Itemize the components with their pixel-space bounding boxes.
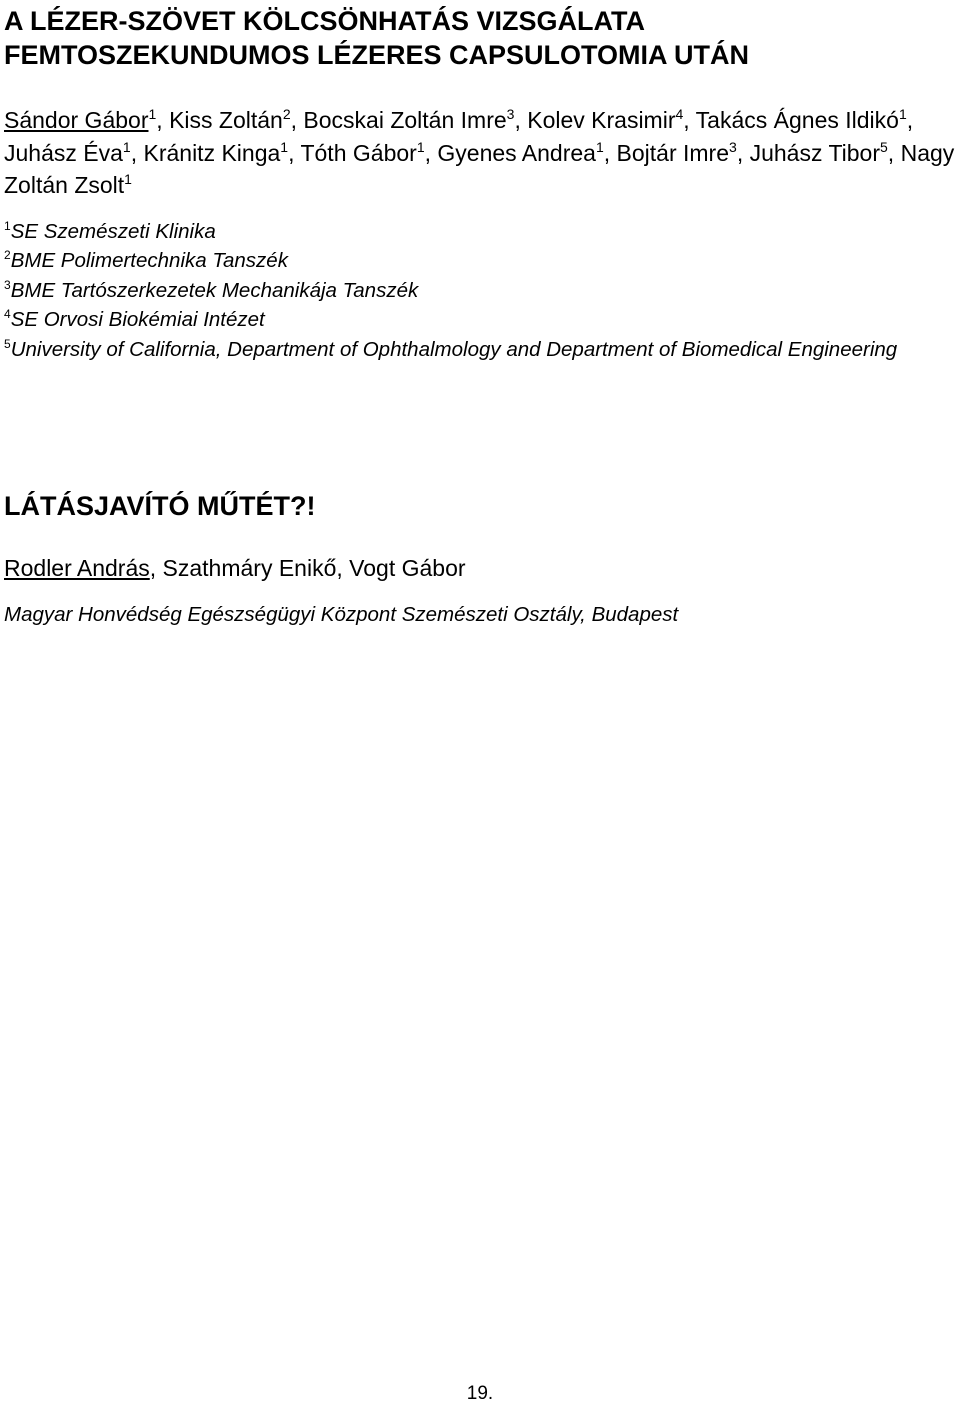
author-separator: , bbox=[736, 139, 750, 166]
affiliation-mark: 4 bbox=[675, 106, 684, 122]
affiliation-mark: 1 bbox=[416, 138, 425, 155]
presenting-author: Sándor Gábor bbox=[4, 107, 149, 133]
affiliation-item bbox=[4, 335, 956, 364]
affiliation-mark: 5 bbox=[880, 138, 888, 155]
affiliation-mark: 3 bbox=[506, 106, 515, 122]
affiliation-mark: 1 bbox=[124, 171, 132, 187]
affiliation-item bbox=[4, 276, 956, 305]
author-separator: , bbox=[887, 139, 901, 166]
affiliation-text: University of California, Department of Ophthalmology and Department of Biomedical Engineering bbox=[10, 337, 898, 361]
author-name: Tóth Gábor bbox=[300, 139, 417, 166]
author-name: Nagy Zoltán Zsolt bbox=[4, 139, 955, 198]
author-name: Bocskai Zoltán Imre bbox=[303, 107, 507, 133]
affiliation-mark: 3 bbox=[729, 138, 737, 155]
abstract-1-title bbox=[4, 4, 956, 72]
affiliation-text: SE Orvosi Biokémiai Intézet bbox=[10, 308, 265, 332]
affiliation-item bbox=[4, 305, 956, 334]
abstract-2-affiliation: Magyar Honvédség Egészségügyi Központ Szemészeti Osztály, Budapest bbox=[4, 603, 679, 626]
page-number: 19. bbox=[466, 1383, 494, 1404]
affiliation-text: BME Polimertechnika Tanszék bbox=[10, 249, 288, 273]
abstract-2-authors bbox=[4, 553, 956, 583]
co-authors: , Szathmáry Enikő, Vogt Gábor bbox=[149, 555, 466, 581]
author-separator: , bbox=[514, 107, 528, 133]
affiliation-text: SE Szemészeti Klinika bbox=[10, 220, 216, 243]
author-name: Kránitz Kinga bbox=[143, 139, 281, 166]
author-separator: , bbox=[906, 107, 914, 133]
affiliation-number: 1 bbox=[4, 219, 11, 233]
title-line-2: FEMTOSZEKUNDUMOS LÉZERES CAPSULOTOMIA UTÁN bbox=[4, 40, 750, 70]
affiliation-mark: 1 bbox=[898, 106, 907, 122]
author-separator: , bbox=[603, 139, 617, 166]
author-separator: , bbox=[683, 107, 696, 133]
affiliation-mark: 2 bbox=[282, 106, 291, 122]
affiliation-mark: 1 bbox=[148, 106, 157, 122]
abstract-1-affiliations bbox=[4, 217, 956, 364]
author-name: Takács Ágnes Ildikó bbox=[695, 107, 899, 133]
presenting-author: Rodler András bbox=[4, 555, 150, 581]
author-name: Juhász Tibor bbox=[749, 139, 880, 166]
author-name: Gyenes Andrea bbox=[437, 139, 596, 166]
affiliation-number: 2 bbox=[4, 248, 11, 263]
author-name: Kiss Zoltán bbox=[169, 107, 283, 133]
author-separator: , bbox=[130, 139, 144, 166]
affiliation-number: 3 bbox=[4, 277, 11, 292]
title-line-1: A LÉZER-SZÖVET KÖLCSÖNHATÁS VIZSGÁLATA bbox=[4, 6, 645, 36]
author-separator: , bbox=[288, 139, 301, 166]
author-separator: , bbox=[156, 107, 170, 133]
author-separator: , bbox=[424, 139, 438, 166]
affiliation-text: BME Tartószerkezetek Mechanikája Tanszék bbox=[10, 278, 419, 302]
author-name: Bojtár Imre bbox=[616, 139, 730, 166]
author-separator: , bbox=[290, 107, 304, 133]
affiliation-number: 4 bbox=[4, 307, 11, 322]
document-page bbox=[4, 0, 956, 1409]
affiliation-item bbox=[4, 217, 956, 246]
affiliation-number: 5 bbox=[4, 336, 11, 351]
affiliation-mark: 1 bbox=[280, 138, 289, 155]
affiliation-mark: 1 bbox=[595, 138, 604, 155]
abstract-1-authors bbox=[4, 104, 956, 202]
author-name: Juhász Éva bbox=[4, 139, 123, 166]
affiliation-item bbox=[4, 246, 956, 275]
affiliation-mark: 1 bbox=[122, 138, 131, 155]
author-name: Kolev Krasimir bbox=[527, 107, 676, 133]
abstract-2-title: LÁTÁSJAVÍTÓ MŰTÉT?! bbox=[4, 491, 316, 521]
